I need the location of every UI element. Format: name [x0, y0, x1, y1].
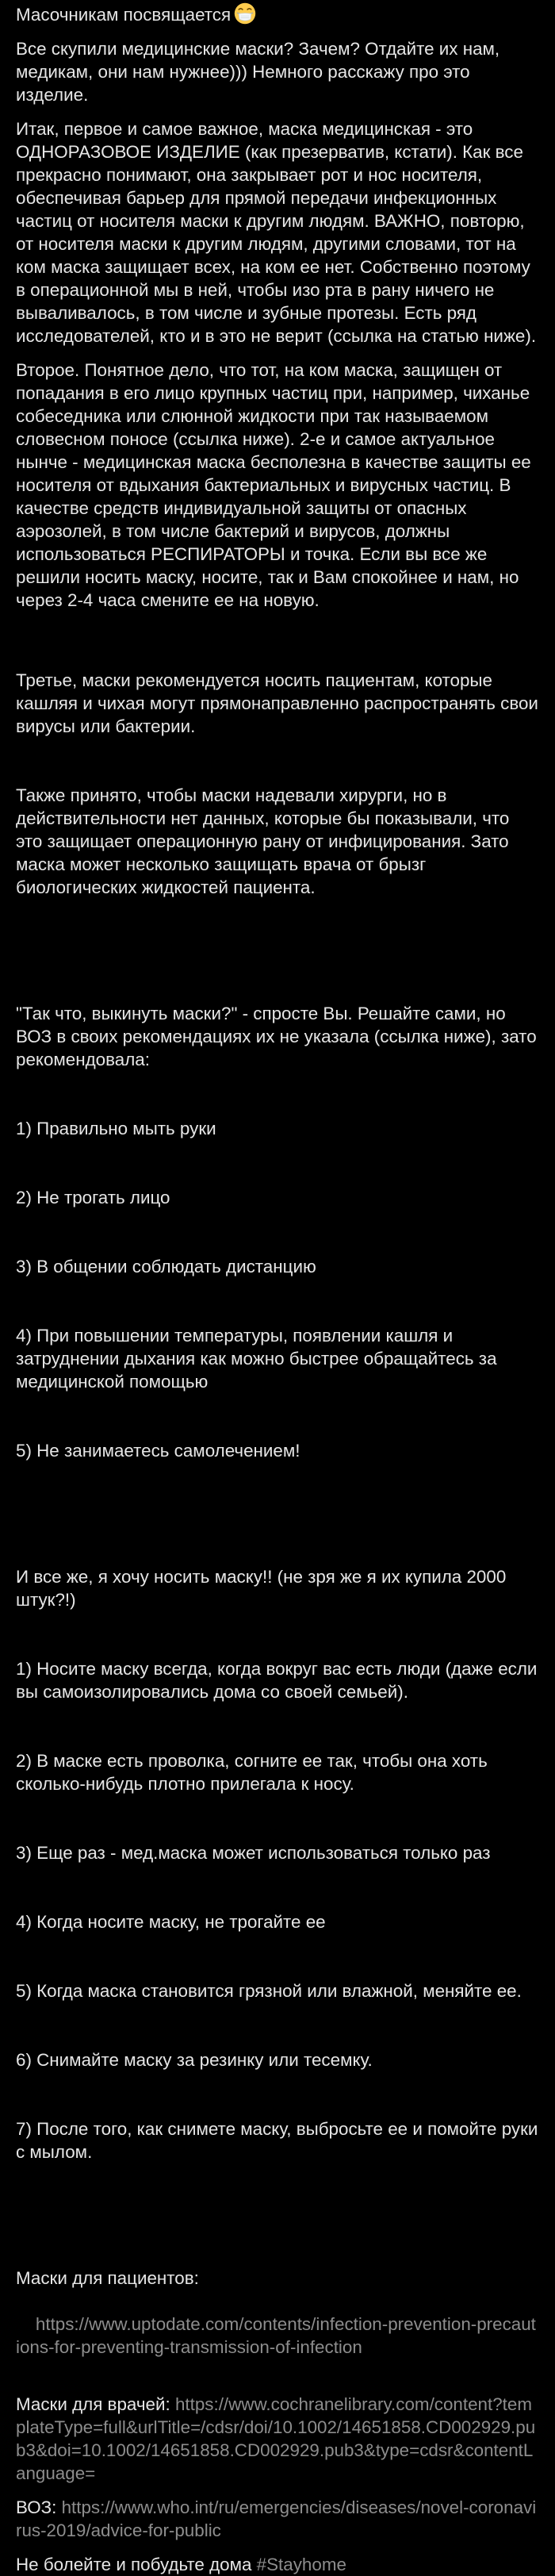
who-recommendations: [16, 956, 542, 1508]
mask-wearing-rules: [16, 1519, 543, 2209]
third-point-paragraph: [16, 623, 544, 945]
post-title-text: Масочникам посвящается: [16, 5, 232, 25]
post-title: [16, 2, 539, 26]
first-point-paragraph: Итак, первое и самое важное, маска медицинская - это ОДНОРАЗОВОЕ ИЗДЕЛИЕ (как презерватив, кстати). Как все прекрасно понимают, она закрывает рот и нос носителя, обеспечивая барьер для прямой передачи инфекционных частиц от носителя маски к другим людям. ВАЖНО, повторю, от носителя маски к другим людям, другими словами, тот на ком маска защищает всех, на ком ее нет. Собственно поэтому в операционной мы в ней, чтобы изо рта в рану ничего не вываливалось, в том числе и зубные протезы. Есть ряд исследователей, кто и в это не верит (ссылка на статью ниже).: [16, 119, 537, 346]
list-item: 5) Не занимаетесь самолечением!: [16, 1441, 300, 1461]
list-item: 2) В маске есть проволка, согните ее так, чтобы она хоть сколько-нибудь плотно прилегала к носу.: [16, 1751, 492, 1794]
list-item: 3) В общении соблюдать дистанцию: [16, 1257, 316, 1276]
list-item: 4) Когда носите маску, не трогайте ее: [16, 1912, 326, 1932]
list-item: 7) После того, как снимете маску, выбросьте ее и помойте руки с мылом.: [16, 2119, 543, 2162]
patients-source: [16, 2221, 539, 2382]
list-item: 3) Еще раз - мед.маска может использоваться только раз: [16, 1843, 491, 1863]
intro-paragraph: Все скупили медицинские маски? Зачем? Отдайте их нам, медикам, они нам нужнее))) Немного расскажу про это изделие.: [16, 39, 505, 105]
who-source: [16, 2496, 539, 2542]
text-line: Третье, маски рекомендуется носить пациентам, которые кашляя и чихая могут прямонаправленно распространять свои вирусы или бактерии.: [16, 670, 544, 736]
patients-source-label: Маски для пациентов:: [16, 2268, 199, 2288]
list-item: 4) При повышении температуры, появлении кашля и затруднении дыхания как можно быстрее обращайтесь за медицинской помощью: [16, 1326, 502, 1392]
list-item: 1) Носите маску всегда, когда вокруг вас есть люди (даже если вы самоизолировались дома со своей семьей).: [16, 1659, 542, 1702]
second-point-paragraph: Второе. Понятное дело, что тот, на ком маска, защищен от попадания в его лицо крупных частиц при, например, чиханье собеседника или слюнной жидкости при так называемом словесном поносе (ссылка ниже). 2-е и самое актуальное нынче - медицинская маска бесполезна в качестве защиты ее носителя от вдыхания бактериальных и вирусных частиц. В качестве средств индивидуальной защиты от опасных аэрозолей, в том числе бактерий и вирусов, должны использоваться РЕСПИРАТОРЫ и точка. Если вы все же решили носить маску, носите, так и Вам спокойнее и нам, но через 2-4 часа смените ее на новую.: [16, 360, 536, 610]
list-item: 1) Правильно мыть руки: [16, 1119, 216, 1138]
who-source-label: ВОЗ:: [16, 2497, 62, 2517]
list-item: 2) Не трогать лицо: [16, 1188, 170, 1207]
doctors-source-label: Маски для врачей:: [16, 2394, 175, 2414]
doctors-source: [16, 2393, 539, 2485]
text-line: Также принято, чтобы маски надевали хирурги, но в действительности нет данных, которые бы показывали, что это защищает операционную рану от инфицирования. Зато маска может несколько защищать врача от брызг биологических жидкостей пациента.: [16, 785, 515, 897]
stayhome-hashtag[interactable]: #Stayhome: [256, 2555, 346, 2574]
patients-source-link[interactable]: https://www.uptodate.com/contents/infection-prevention-precautions-for-preventing-transmission-of-infection: [16, 2314, 536, 2357]
closing-line: [16, 2553, 539, 2576]
who-source-link[interactable]: https://www.who.int/ru/emergencies/diseases/novel-coronavirus-2019/advice-for-public: [16, 2497, 537, 2540]
text-line: И все же, я хочу носить маску!! (не зря же я их купила 2000 штук?!): [16, 1567, 511, 1610]
doctors-source-link[interactable]: https://www.cochranelibrary.com/content?templateType=full&urlTitle=/cdsr/doi/10.1002/14651858.CD002929.pub3&doi=10.1002/14651858.CD002929.pub3&type=cdsr&contentLanguage=: [16, 2394, 536, 2483]
text-line: "Так что, выкинуть маски?" - спросте Вы. Решайте сами, но ВОЗ в своих рекомендациях их не указала (ссылка ниже), зато рекомендовала:: [16, 1004, 542, 1069]
closing-text: Не болейте и побудьте дома: [16, 2555, 257, 2574]
list-item: 6) Снимайте маску за резинку или тесемку.: [16, 2050, 373, 2070]
face-with-medical-mask-icon: [234, 2, 256, 25]
list-item: 5) Когда маска становится грязной или влажной, меняйте ее.: [16, 1981, 522, 2001]
